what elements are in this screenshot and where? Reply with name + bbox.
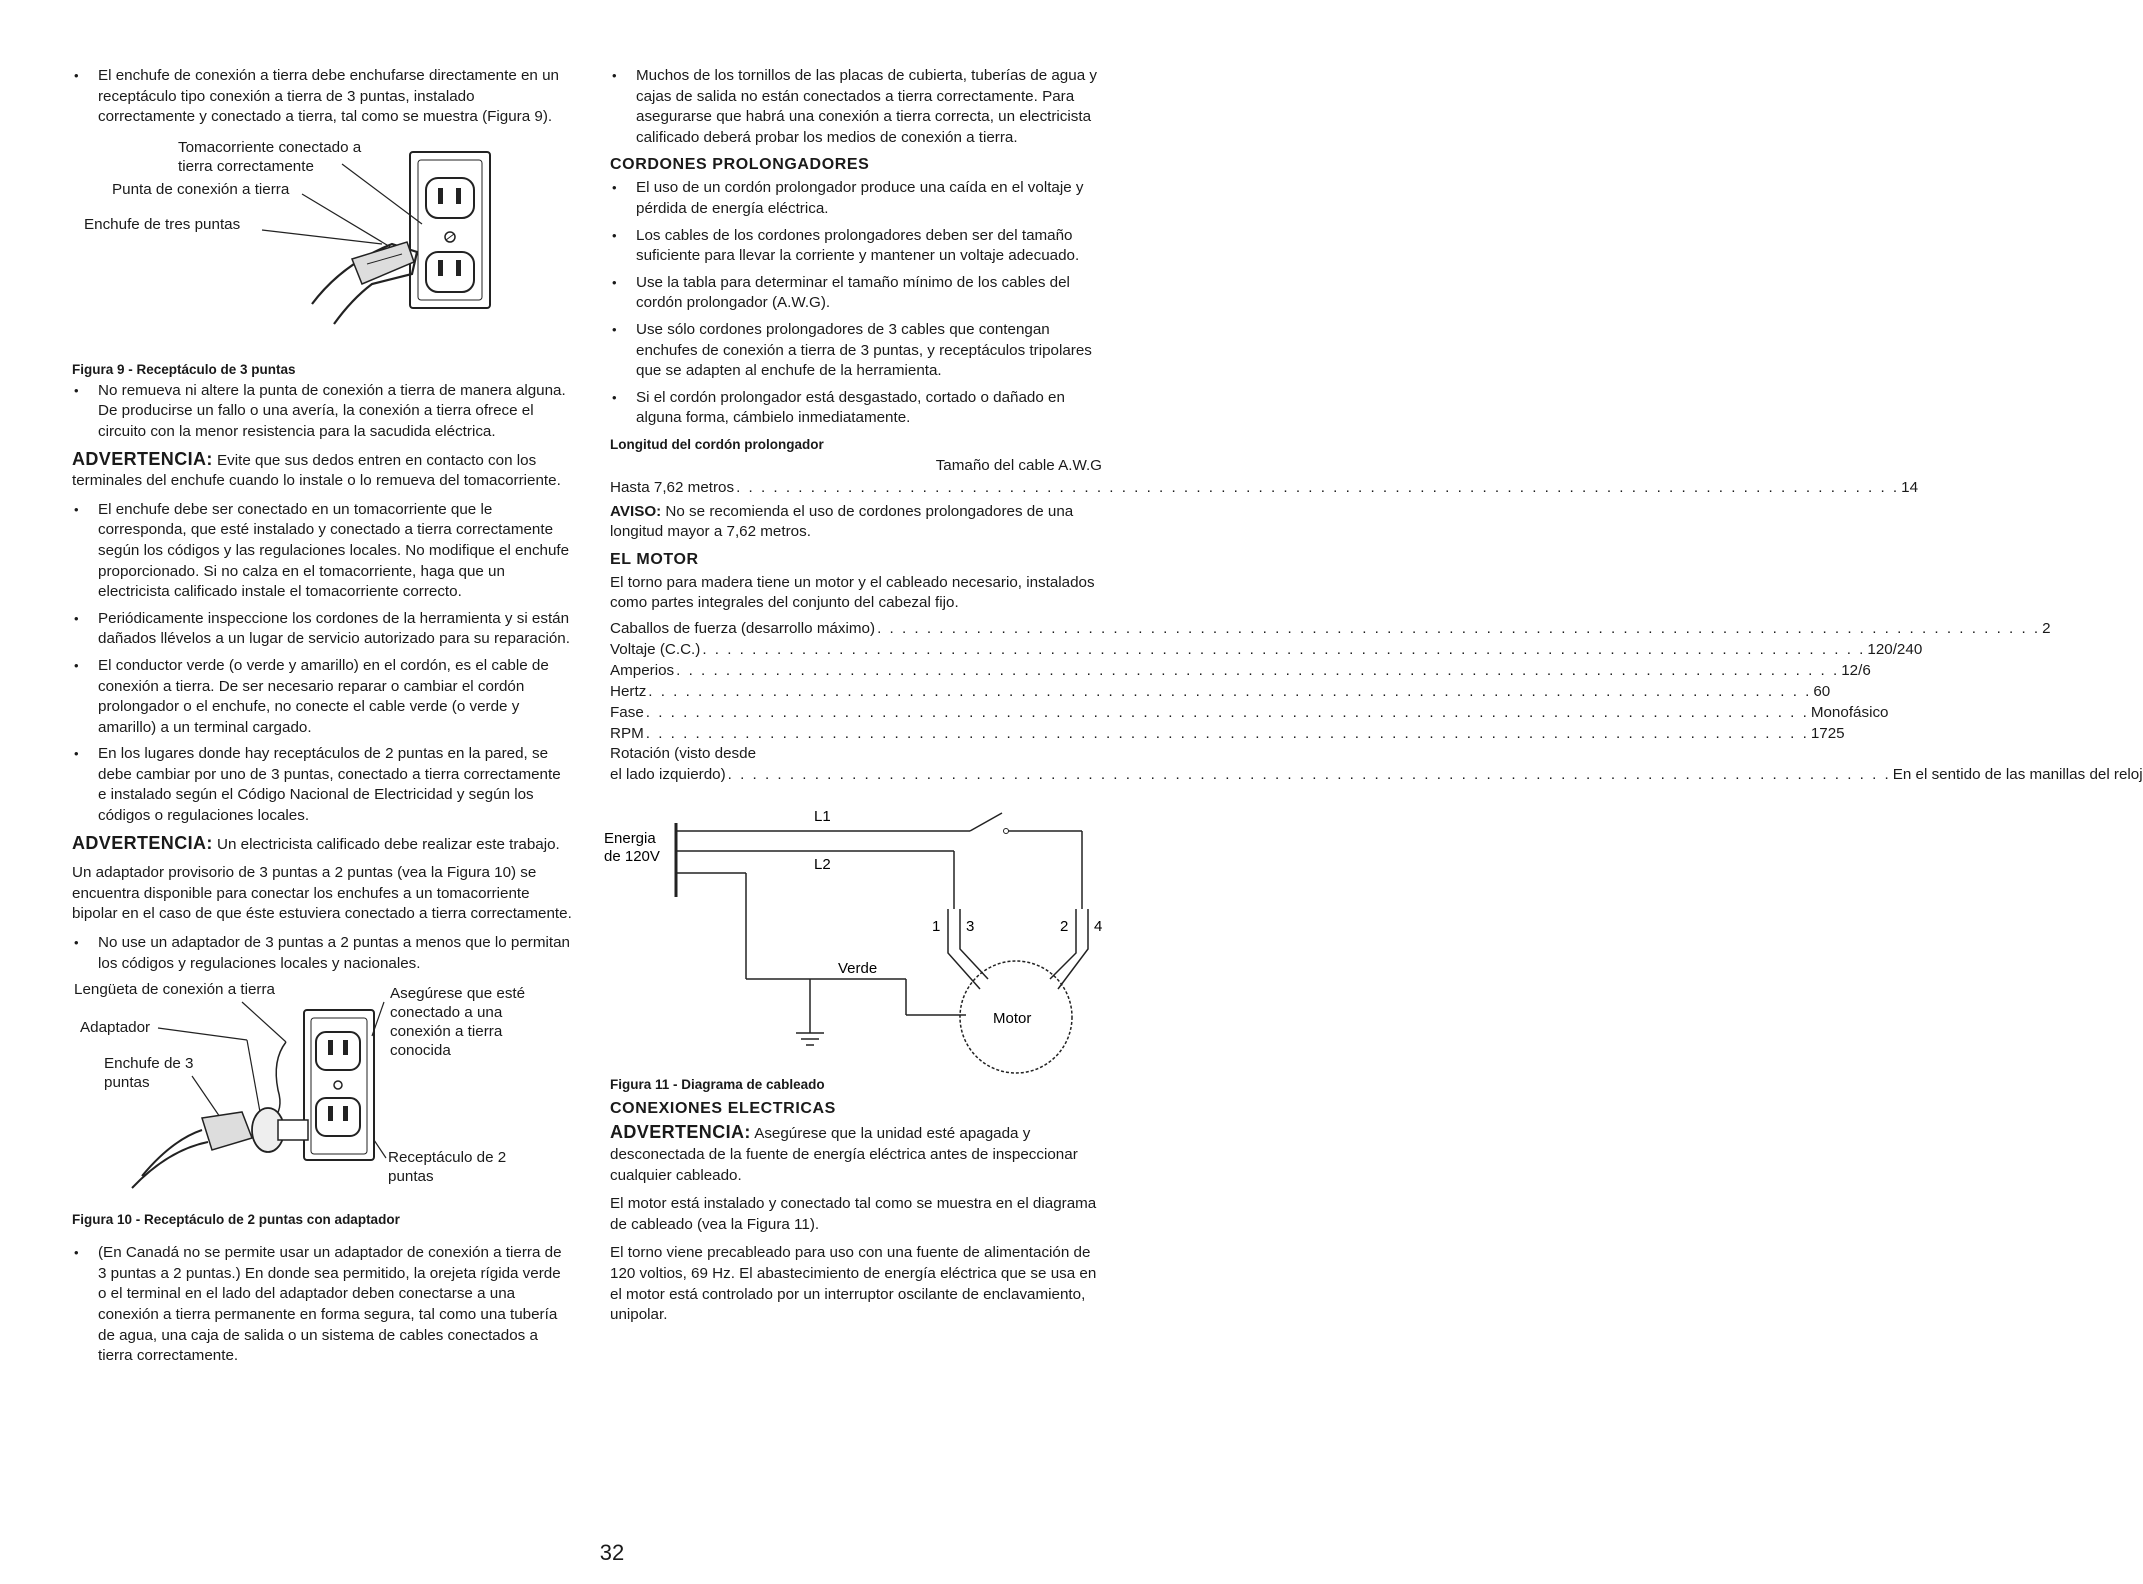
warning-label: ADVERTENCIA: bbox=[72, 448, 213, 469]
fig9-label-plug: Enchufe de tres puntas bbox=[84, 215, 241, 233]
cord-size: 14 bbox=[1901, 478, 1919, 496]
list-item: • Si el cordón prolongador está desgastado, cortado o dañado en alguna forma, cámbielo inmediatamente. bbox=[610, 388, 1102, 429]
list-item: • Muchos de los tornillos de las placas de cubierta, tuberías de agua y cajas de salida no están conectados a tierra correctamente. Para asegurarse que habrá una conexión a tierra correcta, un electricista calificado deberá probar los medios de conexión a tierra. bbox=[610, 66, 1102, 148]
spec-key: Voltaje (C.C.) bbox=[610, 640, 701, 658]
section-heading-cords: CORDONES PROLONGADORES bbox=[610, 156, 870, 174]
spec-row bbox=[610, 702, 1889, 723]
list-item: • No use un adaptador de 3 puntas a 2 puntas a menos que lo permitan los códigos y regulaciones locales y nacionales. bbox=[72, 933, 572, 974]
adapter-illustration bbox=[72, 980, 572, 1206]
spec-row bbox=[610, 723, 1845, 744]
figure-10 bbox=[72, 980, 572, 1206]
leader-dots bbox=[676, 660, 1839, 681]
spec-key: RPM bbox=[610, 724, 644, 742]
list-item: • No remueva ni altere la punta de conexión a tierra de manera alguna. De producirse un fallo o una avería, la conexión a tierra ofrece el circuito con la menor resistencia para la sacudida eléctrica. bbox=[72, 381, 572, 443]
spec-value: 120/240 bbox=[1867, 640, 1923, 658]
spec-key: Hertz bbox=[610, 682, 647, 700]
list-item: • Periódicamente inspeccione los cordones de la herramienta y si están dañados llévelos a un lugar de servicio autorizado para su reparación. bbox=[72, 609, 572, 650]
fig10-caption: Figura 10 - Receptáculo de 2 puntas con adaptador bbox=[72, 1212, 400, 1228]
list-item: • El enchufe de conexión a tierra debe enchufarse directamente en un receptáculo tipo conexión a tierra de 3 puntas, instalado correctamente y conectado a tierra, tal como se muestra (Figura 9). bbox=[72, 66, 572, 128]
adapter-paragraph: Un adaptador provisorio de 3 puntas a 2 puntas (vea la Figura 10) se encuentra disponible para conectar los enchufes a un tomacorriente bipolar en el caso de que éste estuviera conectado a tierra correctamente. bbox=[72, 864, 572, 923]
warning-label: ADVERTENCIA: bbox=[610, 1122, 751, 1143]
fig10-label-adapter: Adaptador bbox=[80, 1019, 151, 1037]
leader-dots bbox=[646, 702, 1809, 723]
spec-value: Monofásico bbox=[1810, 703, 1889, 721]
motor-paragraph: El torno para madera tiene un motor y el cableado necesario, instalados como partes integrales del conjunto del cabezal fijo. bbox=[610, 573, 1095, 612]
warning-paragraph bbox=[72, 449, 572, 492]
list-item: • Use sólo cordones prolongadores de 3 cables que contengan enchufes de conexión a tierra de 3 puntas, y receptáculos tripolares que se adapten al enchufe de la herramienta. bbox=[610, 320, 1102, 382]
label-t4: 4 bbox=[1094, 918, 1103, 936]
list-item: • El conductor verde (o verde y amarillo) en el cordón, es el cable de conexión a tierra. De ser necesario reparar o cambiar el cordón prolongador o el enchufe, no conecte el cable verde (o verde y amarillo) a un terminal cargado. bbox=[72, 656, 572, 738]
spec-value: 60 bbox=[1813, 682, 1831, 700]
spec-key: el lado izquierdo) bbox=[610, 766, 726, 784]
spec-key: Fase bbox=[610, 703, 644, 721]
leader-dots bbox=[728, 764, 1891, 785]
label-green: Verde bbox=[838, 960, 878, 978]
cord-table-header: Tamaño del cable A.W.G bbox=[935, 456, 1102, 474]
fig10-label-tab: Lengüeta de conexión a tierra bbox=[74, 981, 275, 999]
leader-dots bbox=[877, 618, 2040, 639]
prewired-paragraph: El torno viene precableado para uso con una fuente de alimentación de 120 voltios, 69 Hz. El abastecimiento de energía eléctrica que se usa en el motor está controlado por un interruptor oscilante de enclavamiento, unipolar. bbox=[610, 1244, 1097, 1324]
list-item: • El uso de un cordón prolongador produce una caída en el voltaje y pérdida de energía eléctrica. bbox=[610, 178, 1102, 219]
installed-paragraph: El motor está instalado y conectado tal como se muestra en el diagrama de cableado (vea la Figura 11). bbox=[610, 1195, 1097, 1233]
spec-row bbox=[610, 764, 2143, 785]
label-t1: 1 bbox=[932, 918, 941, 936]
fig9-label-prong: Punta de conexión a tierra bbox=[112, 180, 290, 198]
spec-row bbox=[610, 660, 1871, 681]
cord-length: Hasta 7,62 metros bbox=[610, 478, 735, 496]
outlet-illustration bbox=[72, 134, 572, 356]
spec-value: En el sentido de las manillas del reloj bbox=[1892, 766, 2143, 784]
spec-key: Amperios bbox=[610, 661, 675, 679]
page-number: 32 bbox=[599, 1540, 625, 1565]
section-heading-connections: CONEXIONES ELECTRICAS bbox=[610, 1100, 836, 1118]
label-energy: Energia bbox=[604, 830, 656, 848]
rotation-line: Rotación (visto desde bbox=[610, 744, 757, 762]
spec-row bbox=[610, 618, 2051, 639]
figure-9 bbox=[72, 134, 572, 356]
left-column bbox=[72, 66, 572, 1373]
notice-text: No se recomienda el uso de cordones prolongadores de una longitud mayor a 7,62 metros. bbox=[610, 502, 1074, 541]
spec-value: 2 bbox=[2042, 619, 2051, 637]
fig10-label-ensure: Asegúrese que esté conectado a una conexión a tierra conocida bbox=[390, 985, 526, 1060]
spec-value: 12/6 bbox=[1841, 661, 1871, 679]
warning-paragraph bbox=[72, 833, 572, 856]
leader-dots bbox=[702, 639, 1865, 660]
list-item: • En los lugares donde hay receptáculos de 2 puntas en la pared, se debe cambiar por uno de 3 puntas, conectado a tierra correctamente e instalado según el Código Nacional de Electricidad y según los códigos o regulaciones locales. bbox=[72, 744, 572, 826]
label-t3: 3 bbox=[966, 918, 975, 936]
fig11-caption: Figura 11 - Diagrama de cableado bbox=[610, 1077, 825, 1093]
warning-text: Un electricista calificado debe realizar este trabajo. bbox=[212, 835, 560, 853]
spec-value: 1725 bbox=[1810, 724, 1845, 742]
cord-table-title: Longitud del cordón prolongador bbox=[610, 436, 824, 452]
wiring-diagram bbox=[604, 803, 1103, 1071]
list-item: • Los cables de los cordones prolongadores deben ser del tamaño suficiente para llevar la corriente y mantener un voltaje adecuado. bbox=[610, 226, 1102, 267]
warning-paragraph bbox=[610, 1122, 1102, 1186]
label-motor: Motor bbox=[993, 1010, 1032, 1028]
section-heading-motor: EL MOTOR bbox=[610, 550, 699, 568]
notice-label: AVISO: bbox=[610, 502, 662, 520]
cord-table-row bbox=[610, 477, 1919, 498]
list-item: • Use la tabla para determinar el tamaño mínimo de los cables del cordón prolongador (A.W.G). bbox=[610, 273, 1102, 314]
label-l1: L1 bbox=[814, 808, 831, 826]
leader-dots bbox=[736, 477, 1899, 498]
list-item: • El enchufe debe ser conectado en un tomacorriente que le corresponda, que esté instalado y conectado a tierra correctamente según los códigos y las regulaciones locales. No modifique el enchufe proporcionado. Si no calza en el tomacorriente, haga que un electricista calificado instale el tomacorriente correcto. bbox=[72, 500, 572, 603]
fig10-label-receptacle: Receptáculo de 2 puntas bbox=[388, 1149, 507, 1186]
fig9-label-outlet: Tomacorriente conectado a tierra correctamente bbox=[178, 138, 362, 175]
label-t2: 2 bbox=[1060, 918, 1069, 936]
leader-dots bbox=[648, 681, 1811, 702]
list-item: • (En Canadá no se permite usar un adaptador de conexión a tierra de 3 puntas a 2 puntas.) En donde sea permitido, la orejeta rígida verde o el terminal en el lado del adaptador deben conectarse a una conexión a tierra permanente en forma segura, tal como una tubería de agua, una caja de salida o un sistema de cables conectados a tierra correctamente. bbox=[72, 1243, 572, 1367]
spec-row bbox=[610, 681, 1831, 702]
right-column bbox=[604, 66, 2143, 1326]
leader-dots bbox=[646, 723, 1809, 744]
label-voltage: de 120V bbox=[604, 848, 660, 866]
warning-text: Asegúrese que la unidad esté apagada y desconectada de la fuente de energía eléctrica antes de inspeccionar cualquier cableado. bbox=[610, 1125, 1078, 1184]
warning-label: ADVERTENCIA: bbox=[72, 832, 213, 853]
spec-key: Caballos de fuerza (desarrollo máximo) bbox=[610, 619, 876, 637]
figure-11 bbox=[604, 803, 1103, 1071]
fig9-caption: Figura 9 - Receptáculo de 3 puntas bbox=[72, 361, 296, 377]
label-l2: L2 bbox=[814, 856, 831, 874]
spec-row bbox=[610, 639, 1923, 660]
fig10-label-plug: Enchufe de 3 puntas bbox=[104, 1055, 194, 1092]
warning-text: Evite que sus dedos entren en contacto con los terminales del enchufe cuando lo instale o lo remueva del tomacorriente. bbox=[72, 451, 561, 490]
notice-paragraph bbox=[610, 502, 1102, 543]
